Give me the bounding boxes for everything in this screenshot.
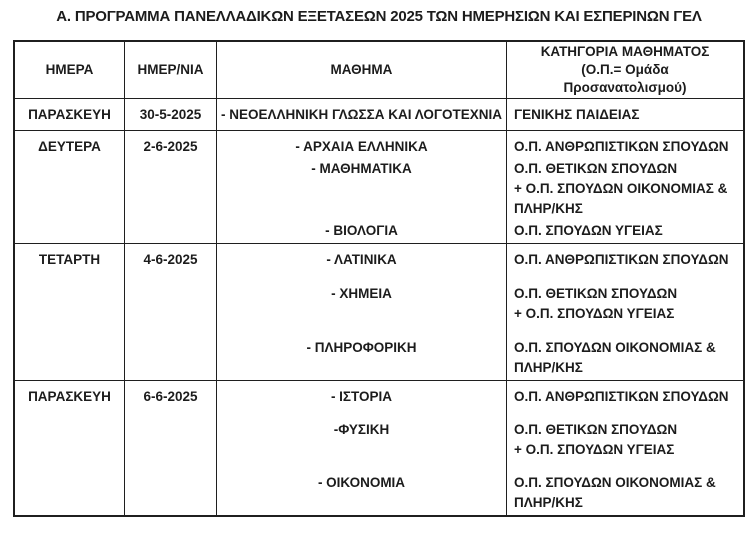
day-cell: ΤΕΤΑΡΤΗ	[15, 244, 125, 380]
subject-label: - ΑΡΧΑΙΑ ΕΛΛΗΝΙΚΑ	[295, 139, 428, 154]
column-divider-line	[506, 131, 507, 243]
category-line: Ο.Π. ΘΕΤΙΚΩΝ ΣΠΟΥΔΩΝ	[514, 422, 678, 437]
date-cell: 6-6-2025	[125, 381, 217, 515]
subject-label: - ΙΣΤΟΡΙΑ	[330, 389, 393, 404]
category-label	[506, 105, 743, 125]
table-body	[15, 98, 743, 515]
date-cell: 30-5-2025	[125, 99, 217, 130]
table-row	[15, 243, 743, 380]
column-divider-line	[506, 244, 507, 380]
day-cell: ΠΑΡΑΣΚΕΥΗ	[15, 381, 125, 515]
category-line: ΠΛΗΡ/ΚΗΣ	[514, 360, 583, 375]
subject-label: - ΒΙΟΛΟΓΙΑ	[325, 223, 398, 238]
category-line: ΠΛΗΡ/ΚΗΣ	[514, 201, 583, 216]
header-category-line3: Προσανατολισμού)	[563, 80, 687, 95]
category-line: Ο.Π. ΘΕΤΙΚΩΝ ΣΠΟΥΔΩΝ	[514, 286, 678, 301]
date-cell: 4-6-2025	[125, 244, 217, 380]
category-label	[506, 250, 743, 270]
category-label	[506, 420, 743, 460]
category-line: Ο.Π. ΣΠΟΥΔΩΝ ΥΓΕΙΑΣ	[514, 223, 663, 238]
subject-label: - ΟΙΚΟΝΟΜΙΑ	[317, 475, 406, 490]
exam-entry	[217, 105, 743, 125]
exam-entry	[217, 137, 743, 157]
header-cell-category	[507, 42, 743, 98]
exam-entry	[217, 284, 743, 324]
category-line: Ο.Π. ΣΠΟΥΔΩΝ ΟΙΚΟΝΟΜΙΑΣ &	[514, 475, 716, 490]
day-cell: ΔΕΥΤΕΡΑ	[15, 131, 125, 243]
table-row	[15, 380, 743, 515]
exam-entry	[217, 420, 743, 460]
table-header-row	[15, 42, 743, 98]
date-cell: 2-6-2025	[125, 131, 217, 243]
subject-label: -ΦΥΣΙΚΗ	[333, 422, 390, 437]
category-line: Ο.Π. ΣΠΟΥΔΩΝ ΟΙΚΟΝΟΜΙΑΣ &	[514, 340, 716, 355]
subject-label: - ΠΛΗΡΟΦΟΡΙΚΗ	[306, 340, 417, 355]
category-line: Ο.Π. ΑΝΘΡΩΠΙΣΤΙΚΩΝ ΣΠΟΥΔΩΝ	[514, 139, 729, 154]
category-label	[506, 284, 743, 324]
category-line: + Ο.Π. ΣΠΟΥΔΩΝ ΥΓΕΙΑΣ	[514, 442, 675, 457]
category-label	[506, 137, 743, 157]
category-line: + Ο.Π. ΣΠΟΥΔΩΝ ΥΓΕΙΑΣ	[514, 306, 675, 321]
exam-entry	[217, 159, 743, 219]
header-cell-subject: ΜΑΘΗΜΑ	[217, 42, 507, 98]
header-cell-day: ΗΜΕΡΑ	[15, 42, 125, 98]
exam-entry	[217, 221, 743, 241]
page-title: Α. ΠΡΟΓΡΑΜΜΑ ΠΑΝΕΛΛΑΔΙΚΩΝ ΕΞΕΤΑΣΕΩΝ 2025 ΤΩΝ ΗΜΕΡΗΣΙΩΝ ΚΑΙ ΕΣΠΕΡΙΝΩΝ ΓΕΛ	[56, 8, 702, 25]
subject-category-cell	[217, 99, 743, 130]
exam-entry	[217, 250, 743, 270]
category-label	[506, 221, 743, 241]
subject-label: - ΧΗΜΕΙΑ	[331, 286, 392, 301]
column-divider-line	[506, 99, 507, 130]
category-line: Ο.Π. ΑΝΘΡΩΠΙΣΤΙΚΩΝ ΣΠΟΥΔΩΝ	[514, 252, 729, 267]
exam-schedule-page	[13, 8, 745, 517]
subject-category-cell	[217, 381, 743, 515]
exam-entry	[217, 387, 743, 407]
category-line: ΠΛΗΡ/ΚΗΣ	[514, 495, 583, 510]
header-category-line1: ΚΑΤΗΓΟΡΙΑ ΜΑΘΗΜΑΤΟΣ	[540, 44, 710, 59]
exam-schedule-table	[13, 40, 745, 517]
category-label	[506, 159, 743, 219]
table-row	[15, 98, 743, 130]
table-row	[15, 130, 743, 243]
exam-entry	[217, 338, 743, 378]
header-category-line2: (Ο.Π.= Ομάδα	[581, 62, 669, 77]
subject-label: - ΝΕΟΕΛΛΗΝΙΚΗ ΓΛΩΣΣΑ ΚΑΙ ΛΟΓΟΤΕΧΝΙΑ	[221, 107, 502, 122]
column-divider-line	[506, 381, 507, 515]
day-cell: ΠΑΡΑΣΚΕΥΗ	[15, 99, 125, 130]
category-line: Ο.Π. ΑΝΘΡΩΠΙΣΤΙΚΩΝ ΣΠΟΥΔΩΝ	[514, 389, 729, 404]
exam-entry	[217, 473, 743, 513]
subject-label: - ΛΑΤΙΝΙΚΑ	[326, 252, 397, 267]
category-line: Ο.Π. ΘΕΤΙΚΩΝ ΣΠΟΥΔΩΝ	[514, 161, 678, 176]
category-line: + Ο.Π. ΣΠΟΥΔΩΝ ΟΙΚΟΝΟΜΙΑΣ &	[514, 181, 728, 196]
category-label	[506, 387, 743, 407]
category-label	[506, 338, 743, 378]
subject-category-cell	[217, 131, 743, 243]
subject-label: - ΜΑΘΗΜΑΤΙΚΑ	[311, 161, 412, 176]
header-cell-date: ΗΜΕΡ/ΝΙΑ	[125, 42, 217, 98]
subject-category-cell	[217, 244, 743, 380]
category-line: ΓΕΝΙΚΗΣ ΠΑΙΔΕΙΑΣ	[514, 107, 640, 122]
category-label	[506, 473, 743, 513]
